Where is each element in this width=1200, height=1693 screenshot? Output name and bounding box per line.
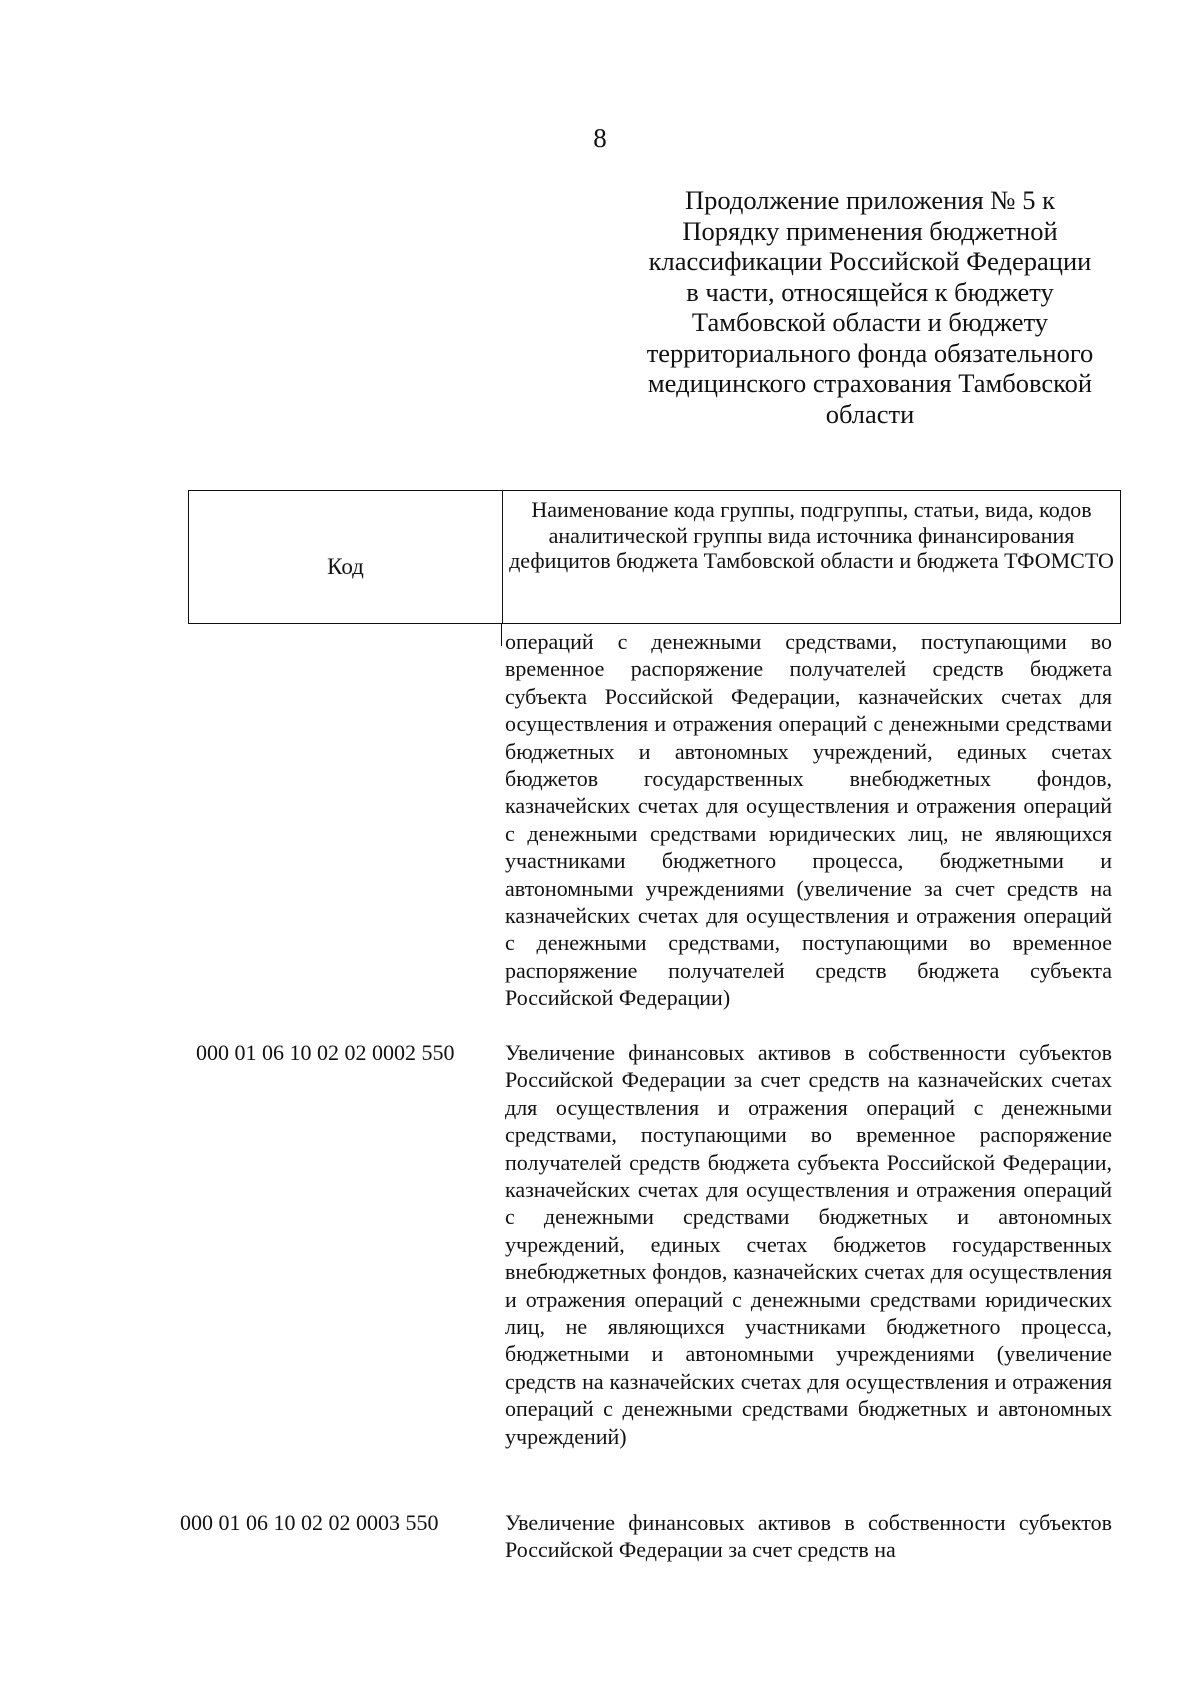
row-code: 000 01 06 10 02 02 0003 550 xyxy=(180,1510,439,1535)
column-header-code: Код xyxy=(189,491,503,623)
page-number: 8 xyxy=(593,123,607,153)
row-description: Увеличение финансовых активов в собственности субъектов Российской Федерации за счет средств на xyxy=(505,1510,1112,1563)
table-header xyxy=(188,490,1121,624)
appendix-heading: Продолжение приложения № 5 к Порядку применения бюджетной классификации Российской Федерации в части, относящейся к бюджету Тамбовской области и бюджету территориального фонда обязательного медицинского страхования Тамбовской области xyxy=(646,185,1094,429)
row-code: 000 01 06 10 02 02 0002 550 xyxy=(196,1040,455,1065)
column-header-name: Наименование кода группы, подгруппы, статьи, вида, кодов аналитической группы вида источника финансирования дефицитов бюджета Тамбовской области и бюджета ТФОМСТО xyxy=(509,497,1114,573)
row-description: Увеличение финансовых активов в собственности субъектов Российской Федерации за счет средств на казначейских счетах для осуществления и отражения операций с денежными средствами, поступающими во временное распоряжение получателей средств бюджета субъекта Российской Федерации, казначейских счетах для осуществления и отражения операций с денежными средствами бюджетных и автономных учреждений, единых счетах бюджетов государственных внебюджетных фондов, казначейских счетах для осуществления и отражения операций с денежными средствами юридических лиц, не являющихся участниками бюджетного процесса, бюджетными и автономными учреждениями (увеличение средств на казначейских счетах для осуществления и отражения операций с денежными средствами бюджетных и автономных учреждений) xyxy=(505,1040,1112,1449)
row-description: операций с денежными средствами, поступающими во временное распоряжение получателей средств бюджета субъекта Российской Федерации, казначейских счетах для осуществления и отражения операций с денежными средствами бюджетных и автономных учреждений, единых счетах бюджетов государственных внебюджетных фондов, казначейских счетах для осуществления и отражения операций с денежными средствами юридических лиц, не являющихся участниками бюджетного процесса, бюджетными и автономными учреждениями (увеличение за счет средств на казначейских счетах для осуществления и отражения операций с денежными средствами, поступающими во временное распоряжение получателей средств бюджета субъекта Российской Федерации) xyxy=(505,629,1112,1011)
column-divider xyxy=(501,624,502,646)
